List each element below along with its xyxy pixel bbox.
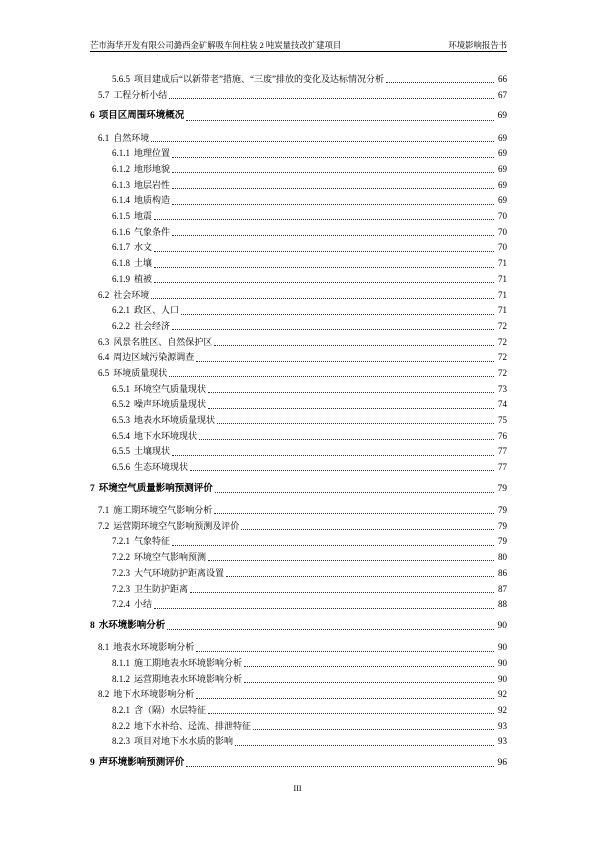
toc-entry-number: 8.1 xyxy=(98,642,110,653)
toc-entry-page-number: 93 xyxy=(498,720,507,731)
toc-entry-title: 环境空气质量现状 xyxy=(134,383,207,394)
toc-leader-dots xyxy=(241,529,494,530)
toc-entry xyxy=(90,519,507,535)
toc-leader-dots xyxy=(172,455,494,456)
toc-entry-page-number: 72 xyxy=(498,320,507,331)
toc-entry-number: 5.7 xyxy=(98,89,110,100)
toc-entry-page-number: 90 xyxy=(497,620,507,631)
toc-entry-title: 自然环境 xyxy=(113,132,150,143)
toc-leader-dots xyxy=(253,729,494,730)
toc-entry-page-number: 73 xyxy=(498,383,507,394)
toc-entry-number: 6.1.2 xyxy=(112,164,130,175)
toc-entry xyxy=(90,566,507,582)
toc-leader-dots xyxy=(169,376,494,377)
toc-entry-number: 8.2.2 xyxy=(112,720,130,731)
toc-entry-title: 水环境影响分析 xyxy=(98,620,166,631)
toc-entry-page-number: 87 xyxy=(498,583,507,594)
toc-entry-page-number: 79 xyxy=(498,505,507,516)
toc-entry-page-number: 86 xyxy=(498,567,507,578)
toc-leader-dots xyxy=(214,345,494,346)
toc-entry-page-number: 71 xyxy=(498,273,507,284)
toc-entry-page-number: 72 xyxy=(498,336,507,347)
toc-entry-title: 项目区周围环境概况 xyxy=(98,111,185,122)
toc-entry-title: 社会环境 xyxy=(113,289,150,300)
toc-entry xyxy=(90,350,507,366)
toc-entry-title: 地表水环境质量现状 xyxy=(134,415,216,426)
toc-entry-page-number: 71 xyxy=(498,305,507,316)
toc-leader-dots xyxy=(208,408,494,409)
toc-entry-title: 运营期环境空气影响预测及评价 xyxy=(113,520,240,531)
toc-entry xyxy=(90,131,507,147)
toc-entry xyxy=(90,288,507,304)
toc-entry-page-number: 70 xyxy=(498,242,507,253)
toc-entry-number: 6.1.4 xyxy=(112,195,130,206)
toc-leader-dots xyxy=(196,698,494,699)
toc-entry-title: 噪声环境质量现状 xyxy=(134,399,207,410)
toc-entry-number: 6.1.3 xyxy=(112,179,130,190)
toc-entry xyxy=(90,72,507,88)
toc-leader-dots xyxy=(196,361,494,362)
toc-leader-dots xyxy=(235,745,494,746)
toc-leader-dots xyxy=(154,219,494,220)
toc-entry-page-number: 77 xyxy=(498,462,507,473)
toc-entry-page-number: 71 xyxy=(498,289,507,300)
toc-entry-title: 环境空气质量影响预测评价 xyxy=(98,483,213,494)
toc-entry-page-number: 80 xyxy=(498,552,507,563)
toc-entry xyxy=(90,460,507,476)
toc-leader-dots xyxy=(172,157,494,158)
toc-entry-number: 7.2.1 xyxy=(112,536,130,547)
toc-entry xyxy=(90,640,507,656)
toc-entry xyxy=(90,209,507,225)
toc-entry xyxy=(90,719,507,735)
toc-entry xyxy=(90,397,507,413)
toc-entry-number: 5.6.5 xyxy=(112,74,130,84)
toc-entry-number: 6.4 xyxy=(98,352,110,363)
toc-entry-title: 地质构造 xyxy=(134,195,171,206)
toc-entry xyxy=(90,335,507,351)
toc-leader-dots xyxy=(151,141,494,142)
toc-entry xyxy=(90,303,507,319)
toc-entry xyxy=(90,178,507,194)
toc-entry-title: 项目建成后“以新带老”措施、“三废”排放的变化及达标情况分析 xyxy=(134,74,384,84)
toc-entry-page-number: 92 xyxy=(498,689,507,700)
toc-leader-dots xyxy=(244,666,494,667)
toc-entry-page-number: 72 xyxy=(498,367,507,378)
toc-entry xyxy=(90,88,507,104)
toc-entry-page-number: 69 xyxy=(498,148,507,159)
toc-leader-dots xyxy=(244,682,494,683)
toc-entry xyxy=(90,319,507,335)
toc-leader-dots xyxy=(154,282,494,283)
toc-entry-number: 6.5 xyxy=(98,367,110,378)
toc-leader-dots xyxy=(226,576,494,577)
toc-entry xyxy=(90,429,507,445)
toc-leader-dots xyxy=(154,608,494,609)
toc-entry-title: 政区、人口 xyxy=(134,305,180,316)
toc-entry-number: 6.3 xyxy=(98,336,110,347)
toc-entry-title: 环境空气影响预测 xyxy=(134,552,207,563)
toc-entry-page-number: 69 xyxy=(498,164,507,175)
toc-entry-title: 地下水环境影响分析 xyxy=(113,689,195,700)
toc-entry-page-number: 69 xyxy=(498,179,507,190)
toc-entry-title: 项目对地下水水质的影响 xyxy=(134,736,234,747)
toc-entry-page-number: 79 xyxy=(497,483,507,494)
toc-entry xyxy=(90,444,507,460)
toc-entry-title: 风景名胜区、自然保护区 xyxy=(113,336,213,347)
toc-entry xyxy=(90,382,507,398)
toc-entry-number: 6.1 xyxy=(98,132,110,143)
toc-entry xyxy=(90,413,507,429)
toc-entry xyxy=(90,256,507,272)
toc-entry xyxy=(90,672,507,688)
toc-leader-dots xyxy=(199,439,494,440)
toc-entry xyxy=(90,162,507,178)
toc-entry xyxy=(90,597,507,613)
toc-entry-number: 6.1.6 xyxy=(112,226,130,237)
toc-entry-title: 地层岩性 xyxy=(134,179,171,190)
toc-entry-title: 小结 xyxy=(134,599,153,610)
toc-entry-page-number: 75 xyxy=(498,415,507,426)
toc-leader-dots xyxy=(172,172,494,173)
toc-entry xyxy=(90,534,507,550)
toc-entry-page-number: 71 xyxy=(498,258,507,269)
toc-leader-dots xyxy=(151,298,494,299)
toc-leader-dots xyxy=(172,329,494,330)
toc-entry-page-number: 76 xyxy=(498,430,507,441)
toc-entry xyxy=(90,240,507,256)
toc-leader-dots xyxy=(172,235,494,236)
toc-leader-dots xyxy=(386,82,494,83)
toc-entry-number: 6.1.8 xyxy=(112,258,130,269)
toc-entry xyxy=(90,193,507,209)
toc-entry-title: 地下水补给、迳流、排泄特征 xyxy=(134,720,252,731)
toc-entry-title: 土壤现状 xyxy=(134,446,171,457)
toc-entry-number: 7.2 xyxy=(98,520,110,531)
toc-entry-number: 6.5.4 xyxy=(112,430,130,441)
toc-entry-number: 6.1.1 xyxy=(112,148,130,159)
toc-entry-page-number: 69 xyxy=(497,111,507,122)
toc-entry-page-number: 88 xyxy=(498,599,507,610)
toc-leader-dots xyxy=(190,470,494,471)
toc-entry-number: 6.5.6 xyxy=(112,462,130,473)
toc-chapter-entry xyxy=(90,619,507,635)
toc-entry xyxy=(90,582,507,598)
toc-entry-title: 生态环境现状 xyxy=(134,462,189,473)
toc-entry-number: 8.2 xyxy=(98,689,110,700)
toc-entry-number: 6.2.1 xyxy=(112,305,130,316)
toc-chapter-entry xyxy=(90,109,507,125)
toc-entry-title: 大气环境防护距离设置 xyxy=(134,567,225,578)
toc-leader-dots xyxy=(217,423,494,424)
toc-leader-dots xyxy=(186,766,494,767)
toc-entry-number: 6.5.5 xyxy=(112,446,130,457)
toc-entry-title: 地震 xyxy=(134,211,153,222)
toc-entry xyxy=(90,734,507,750)
toc-leader-dots xyxy=(172,545,494,546)
toc-entry-title: 施工期地表水环境影响分析 xyxy=(134,657,243,668)
toc-entry-title: 地理位置 xyxy=(134,148,171,159)
toc-entry-number: 6.2 xyxy=(98,289,110,300)
toc-entry-number: 9 xyxy=(90,757,95,768)
toc-entry-title: 地下水环境现状 xyxy=(134,430,198,441)
toc-entry-number: 7.2.3 xyxy=(112,567,130,578)
toc-entry-page-number: 93 xyxy=(498,736,507,747)
toc-entry-page-number: 66 xyxy=(498,74,507,84)
toc-entry-page-number: 70 xyxy=(498,211,507,222)
page-number: III xyxy=(293,784,302,793)
toc-entry-number: 8.1.2 xyxy=(112,673,130,684)
toc-leader-dots xyxy=(169,98,494,99)
toc-entry-page-number: 79 xyxy=(498,536,507,547)
toc-entry-number: 7.2.3 xyxy=(112,583,130,594)
toc-entry xyxy=(90,503,507,519)
toc-entry xyxy=(90,366,507,382)
toc-entry-page-number: 67 xyxy=(498,89,507,100)
toc-entry-title: 水文 xyxy=(134,242,153,253)
toc-leader-dots xyxy=(215,492,494,493)
toc-entry xyxy=(90,703,507,719)
toc-entry-number: 8 xyxy=(90,620,95,631)
toc-entry xyxy=(90,687,507,703)
toc-entry xyxy=(90,272,507,288)
toc-leader-dots xyxy=(154,267,494,268)
toc-chapter-entry xyxy=(90,482,507,498)
toc-entry-title: 气象条件 xyxy=(134,226,171,237)
toc-leader-dots xyxy=(172,188,494,189)
toc-entry-title: 运营期地表水环境影响分析 xyxy=(134,673,243,684)
toc-chapter-entry xyxy=(90,756,507,772)
toc-entry-title: 工程分析小结 xyxy=(113,89,168,100)
toc-entry-title: 声环境影响预测评价 xyxy=(98,757,185,768)
toc-entry-title: 地表水环境影响分析 xyxy=(113,642,195,653)
toc-entry-title: 含（隔）水层特征 xyxy=(134,704,207,715)
toc-leader-dots xyxy=(208,713,494,714)
toc-entry-number: 6.5.1 xyxy=(112,383,130,394)
toc-entry-page-number: 92 xyxy=(498,704,507,715)
toc-entry-number: 6 xyxy=(90,111,95,122)
toc-entry-title: 气象特征 xyxy=(134,536,171,547)
toc-entry xyxy=(90,225,507,241)
toc-entry-page-number: 77 xyxy=(498,446,507,457)
toc-leader-dots xyxy=(208,392,494,393)
toc-entry-number: 6.5.3 xyxy=(112,415,130,426)
toc-entry-number: 7.1 xyxy=(98,505,110,516)
toc-entry-title: 周边区域污染源调查 xyxy=(113,352,195,363)
toc-leader-dots xyxy=(167,629,494,630)
toc-entry-page-number: 69 xyxy=(498,132,507,143)
toc-entry-title: 土壤 xyxy=(134,258,153,269)
toc-entry-number: 8.2.1 xyxy=(112,704,130,715)
toc-entry-page-number: 69 xyxy=(498,195,507,206)
header-project-title: 芒市海华开发有限公司潞西金矿解吸车间柱装 2 吨炭量技改扩建项目 xyxy=(90,41,342,50)
toc-leader-dots xyxy=(196,651,494,652)
header-report-type: 环境影响报告书 xyxy=(448,41,507,50)
toc-leader-dots xyxy=(208,560,494,561)
toc-entry-number: 7.2.2 xyxy=(112,552,130,563)
toc-entry xyxy=(90,656,507,672)
toc-leader-dots xyxy=(172,204,494,205)
toc-entry-page-number: 70 xyxy=(498,226,507,237)
toc-entry-number: 6.1.9 xyxy=(112,273,130,284)
toc-entry-title: 植被 xyxy=(134,273,153,284)
toc-leader-dots xyxy=(154,251,494,252)
page-header xyxy=(90,38,507,52)
toc-entry-number: 7 xyxy=(90,483,95,494)
toc-entry-page-number: 79 xyxy=(498,520,507,531)
toc-entry-number: 8.1.1 xyxy=(112,657,130,668)
toc-entry-page-number: 90 xyxy=(498,657,507,668)
toc-entry-title: 施工期环境空气影响分析 xyxy=(113,505,213,516)
toc-entry-page-number: 90 xyxy=(498,642,507,653)
toc-leader-dots xyxy=(214,513,494,514)
toc-entry-number: 6.1.5 xyxy=(112,211,130,222)
toc-leader-dots xyxy=(181,314,494,315)
toc-leader-dots xyxy=(186,120,494,121)
toc-entry-page-number: 90 xyxy=(498,673,507,684)
toc-entry-number: 8.2.3 xyxy=(112,736,130,747)
toc-list xyxy=(90,72,507,777)
toc-entry-title: 地形地貌 xyxy=(134,164,171,175)
toc-entry-title: 社会经济 xyxy=(134,320,171,331)
toc-entry-title: 卫生防护距离 xyxy=(134,583,189,594)
toc-entry xyxy=(90,146,507,162)
toc-entry-number: 6.1.7 xyxy=(112,242,130,253)
toc-entry-page-number: 74 xyxy=(498,399,507,410)
toc-entry-number: 7.2.4 xyxy=(112,599,130,610)
toc-entry-title: 环境质量现状 xyxy=(113,367,168,378)
toc-entry-number: 6.2.2 xyxy=(112,320,130,331)
toc-leader-dots xyxy=(190,592,494,593)
toc-entry-number: 6.5.2 xyxy=(112,399,130,410)
toc-entry xyxy=(90,550,507,566)
toc-entry-page-number: 72 xyxy=(498,352,507,363)
toc-entry-page-number: 96 xyxy=(497,757,507,768)
